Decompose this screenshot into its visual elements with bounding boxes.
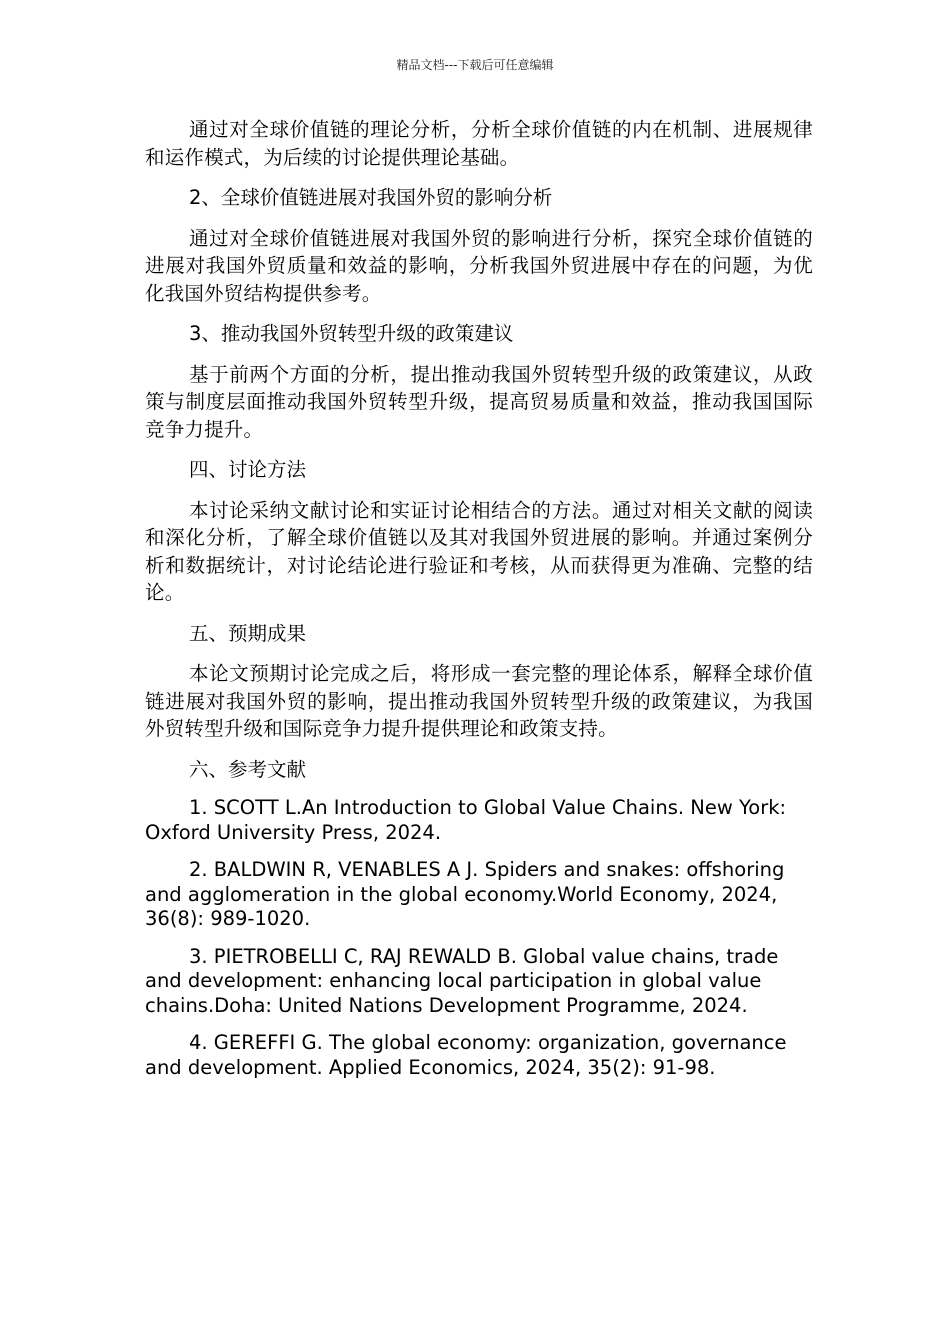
section-heading-methods: 四、讨论方法 xyxy=(189,458,307,481)
paragraph-expected-results: 本论文预期讨论完成之后，将形成一套完整的理论体系，解释全球价值链进展对我国外贸的影响，提出推动我国外贸转型升级的政策建议，为我国外贸转型升级和国际竞争力提升提供理论和政策支持。 xyxy=(145,662,813,740)
document-body xyxy=(145,116,813,1093)
section-heading-2: 2、全球价值链进展对我国外贸的影响分析 xyxy=(189,186,553,209)
page-header: 精品文档---下载后可任意编辑 xyxy=(396,58,554,72)
reference-item: 2. BALDWIN R, VENABLES A J. Spiders and snakes: offshoring and agglomeration in the global economy.World Economy, 2024, 36(8): 989-1020. xyxy=(145,858,785,930)
reference-item: 4. GEREFFI G. The global economy: organization, governance and development. Applied Economics, 2024, 35(2): 91-98. xyxy=(145,1031,787,1079)
reference-item: 3. PIETROBELLI C, RAJ REWALD B. Global value chains, trade and development: enhancing local participation in global value chains.Doha: United Nations Development Programme, 2024. xyxy=(145,944,779,1017)
paragraph-impact-analysis: 通过对全球价值链进展对我国外贸的影响进行分析，探究全球价值链的进展对我国外贸质量和效益的影响，分析我国外贸进展中存在的问题，为优化我国外贸结构提供参考。 xyxy=(145,226,813,305)
section-heading-expected-results: 五、预期成果 xyxy=(189,621,307,645)
paragraph-theory-analysis: 通过对全球价值链的理论分析，分析全球价值链的内在机制、进展规律和运作模式，为后续的讨论提供理论基础。 xyxy=(145,118,813,169)
section-heading-3: 3、推动我国外贸转型升级的政策建议 xyxy=(189,322,514,345)
section-heading-references: 六、参考文献 xyxy=(189,757,307,781)
reference-item: 1. SCOTT L.An Introduction to Global Value Chains. New York: Oxford University Press, 2024. xyxy=(145,796,787,844)
paragraph-methods: 本讨论采纳文献讨论和实证讨论相结合的方法。通过对相关文献的阅读和深化分析，了解全球价值链以及其对我国外贸进展的影响。并通过案例分析和数据统计，对讨论结论进行验证和考核，从而获得更为准确、完整的结论。 xyxy=(145,498,813,604)
paragraph-policy-suggestions: 基于前两个方面的分析，提出推动我国外贸转型升级的政策建议，从政策与制度层面推动我国外贸转型升级，提高贸易质量和效益，推动我国国际竞争力提升。 xyxy=(145,362,813,441)
